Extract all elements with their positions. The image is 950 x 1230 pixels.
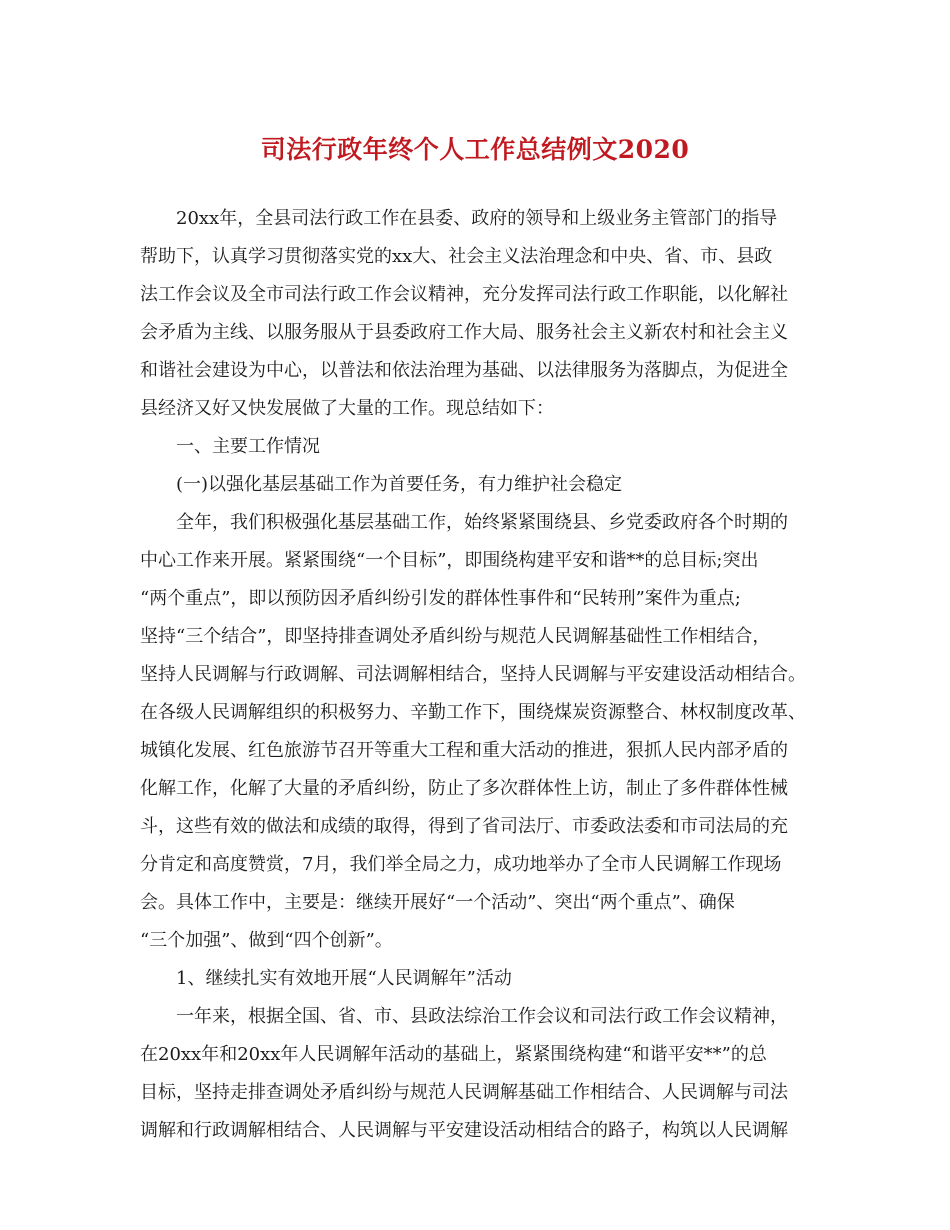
body-line: 调解和行政调解相结合、人民调解与平安建设活动相结合的路子，构筑以人民调解: [140, 1120, 788, 1141]
body-line: 坚持“三个结合”，即坚持排查调处矛盾纠纷与规范人民调解基础性工作相结合，: [140, 626, 771, 647]
body-line: 在各级人民调解组织的积极努力、辛勤工作下，围绕煤炭资源整合、林权制度改革、: [140, 702, 806, 723]
section-heading: 一、主要工作情况: [140, 436, 320, 457]
body-line: 和谐社会建设为中心，以普法和依法治理为基础、以法律服务为落脚点，为促进全: [140, 360, 788, 381]
body-line: 斗，这些有效的做法和成绩的取得，得到了省司法厅、市委政法委和市司法局的充: [140, 816, 788, 837]
body-line: 会矛盾为主线、以服务服从于县委政府工作大局、服务社会主义新农村和社会主义: [140, 322, 788, 343]
subsection-heading: (一)以强化基层基础工作为首要任务，有力维护社会稳定: [140, 474, 623, 495]
body-line: “两个重点”，即以预防因矛盾纠纷引发的群体性事件和“民转刑”案件为重点;: [140, 588, 741, 609]
body-line: 20xx年，全县司法行政工作在县委、政府的领导和上级业务主管部门的指导: [140, 208, 778, 229]
body-line: 化解工作，化解了大量的矛盾纠纷，防止了多次群体性上访，制止了多件群体性械: [140, 778, 788, 799]
body-line: 中心工作来开展。紧紧围绕“一个目标”，即围绕构建平安和谐**的总目标;突出: [140, 550, 759, 571]
body-line: 法工作会议及全市司法行政工作会议精神，充分发挥司法行政工作职能，以化解社: [140, 284, 788, 305]
body-line: 县经济又好又快发展做了大量的工作。现总结如下：: [140, 398, 554, 419]
body-line: 目标，坚持走排查调处矛盾纠纷与规范人民调解基础工作相结合、人民调解与司法: [140, 1082, 788, 1103]
body-line: 一年来，根据全国、省、市、县政法综治工作会议和司法行政工作会议精神，: [140, 1006, 788, 1027]
body-line: 城镇化发展、红色旅游节召开等重大工程和重大活动的推进，狠抓人民内部矛盾的: [140, 740, 788, 761]
body-line: “三个加强”、做到“四个创新”。: [140, 930, 393, 951]
body-line: 会。具体工作中，主要是：继续开展好“一个活动”、突出“两个重点”、确保: [140, 892, 735, 913]
body-line: 在20xx年和20xx年人民调解年活动的基础上，紧紧围绕构建“和谐平安**”的总: [140, 1044, 767, 1065]
document-title: 司法行政年终个人工作总结例文2020: [260, 135, 690, 164]
body-line: 坚持人民调解与行政调解、司法调解相结合，坚持人民调解与平安建设活动相结合。: [140, 664, 806, 685]
body-line: 全年，我们积极强化基层基础工作，始终紧紧围绕县、乡党委政府各个时期的: [140, 512, 788, 533]
body-line: 帮助下，认真学习贯彻落实党的xx大、社会主义法治理念和中央、省、市、县政: [140, 246, 773, 267]
body-line: 分肯定和高度赞赏，7月，我们举全局之力，成功地举办了全市人民调解工作现场: [140, 854, 782, 875]
item-heading: 1、继续扎实有效地开展“人民调解年”活动: [140, 968, 512, 989]
